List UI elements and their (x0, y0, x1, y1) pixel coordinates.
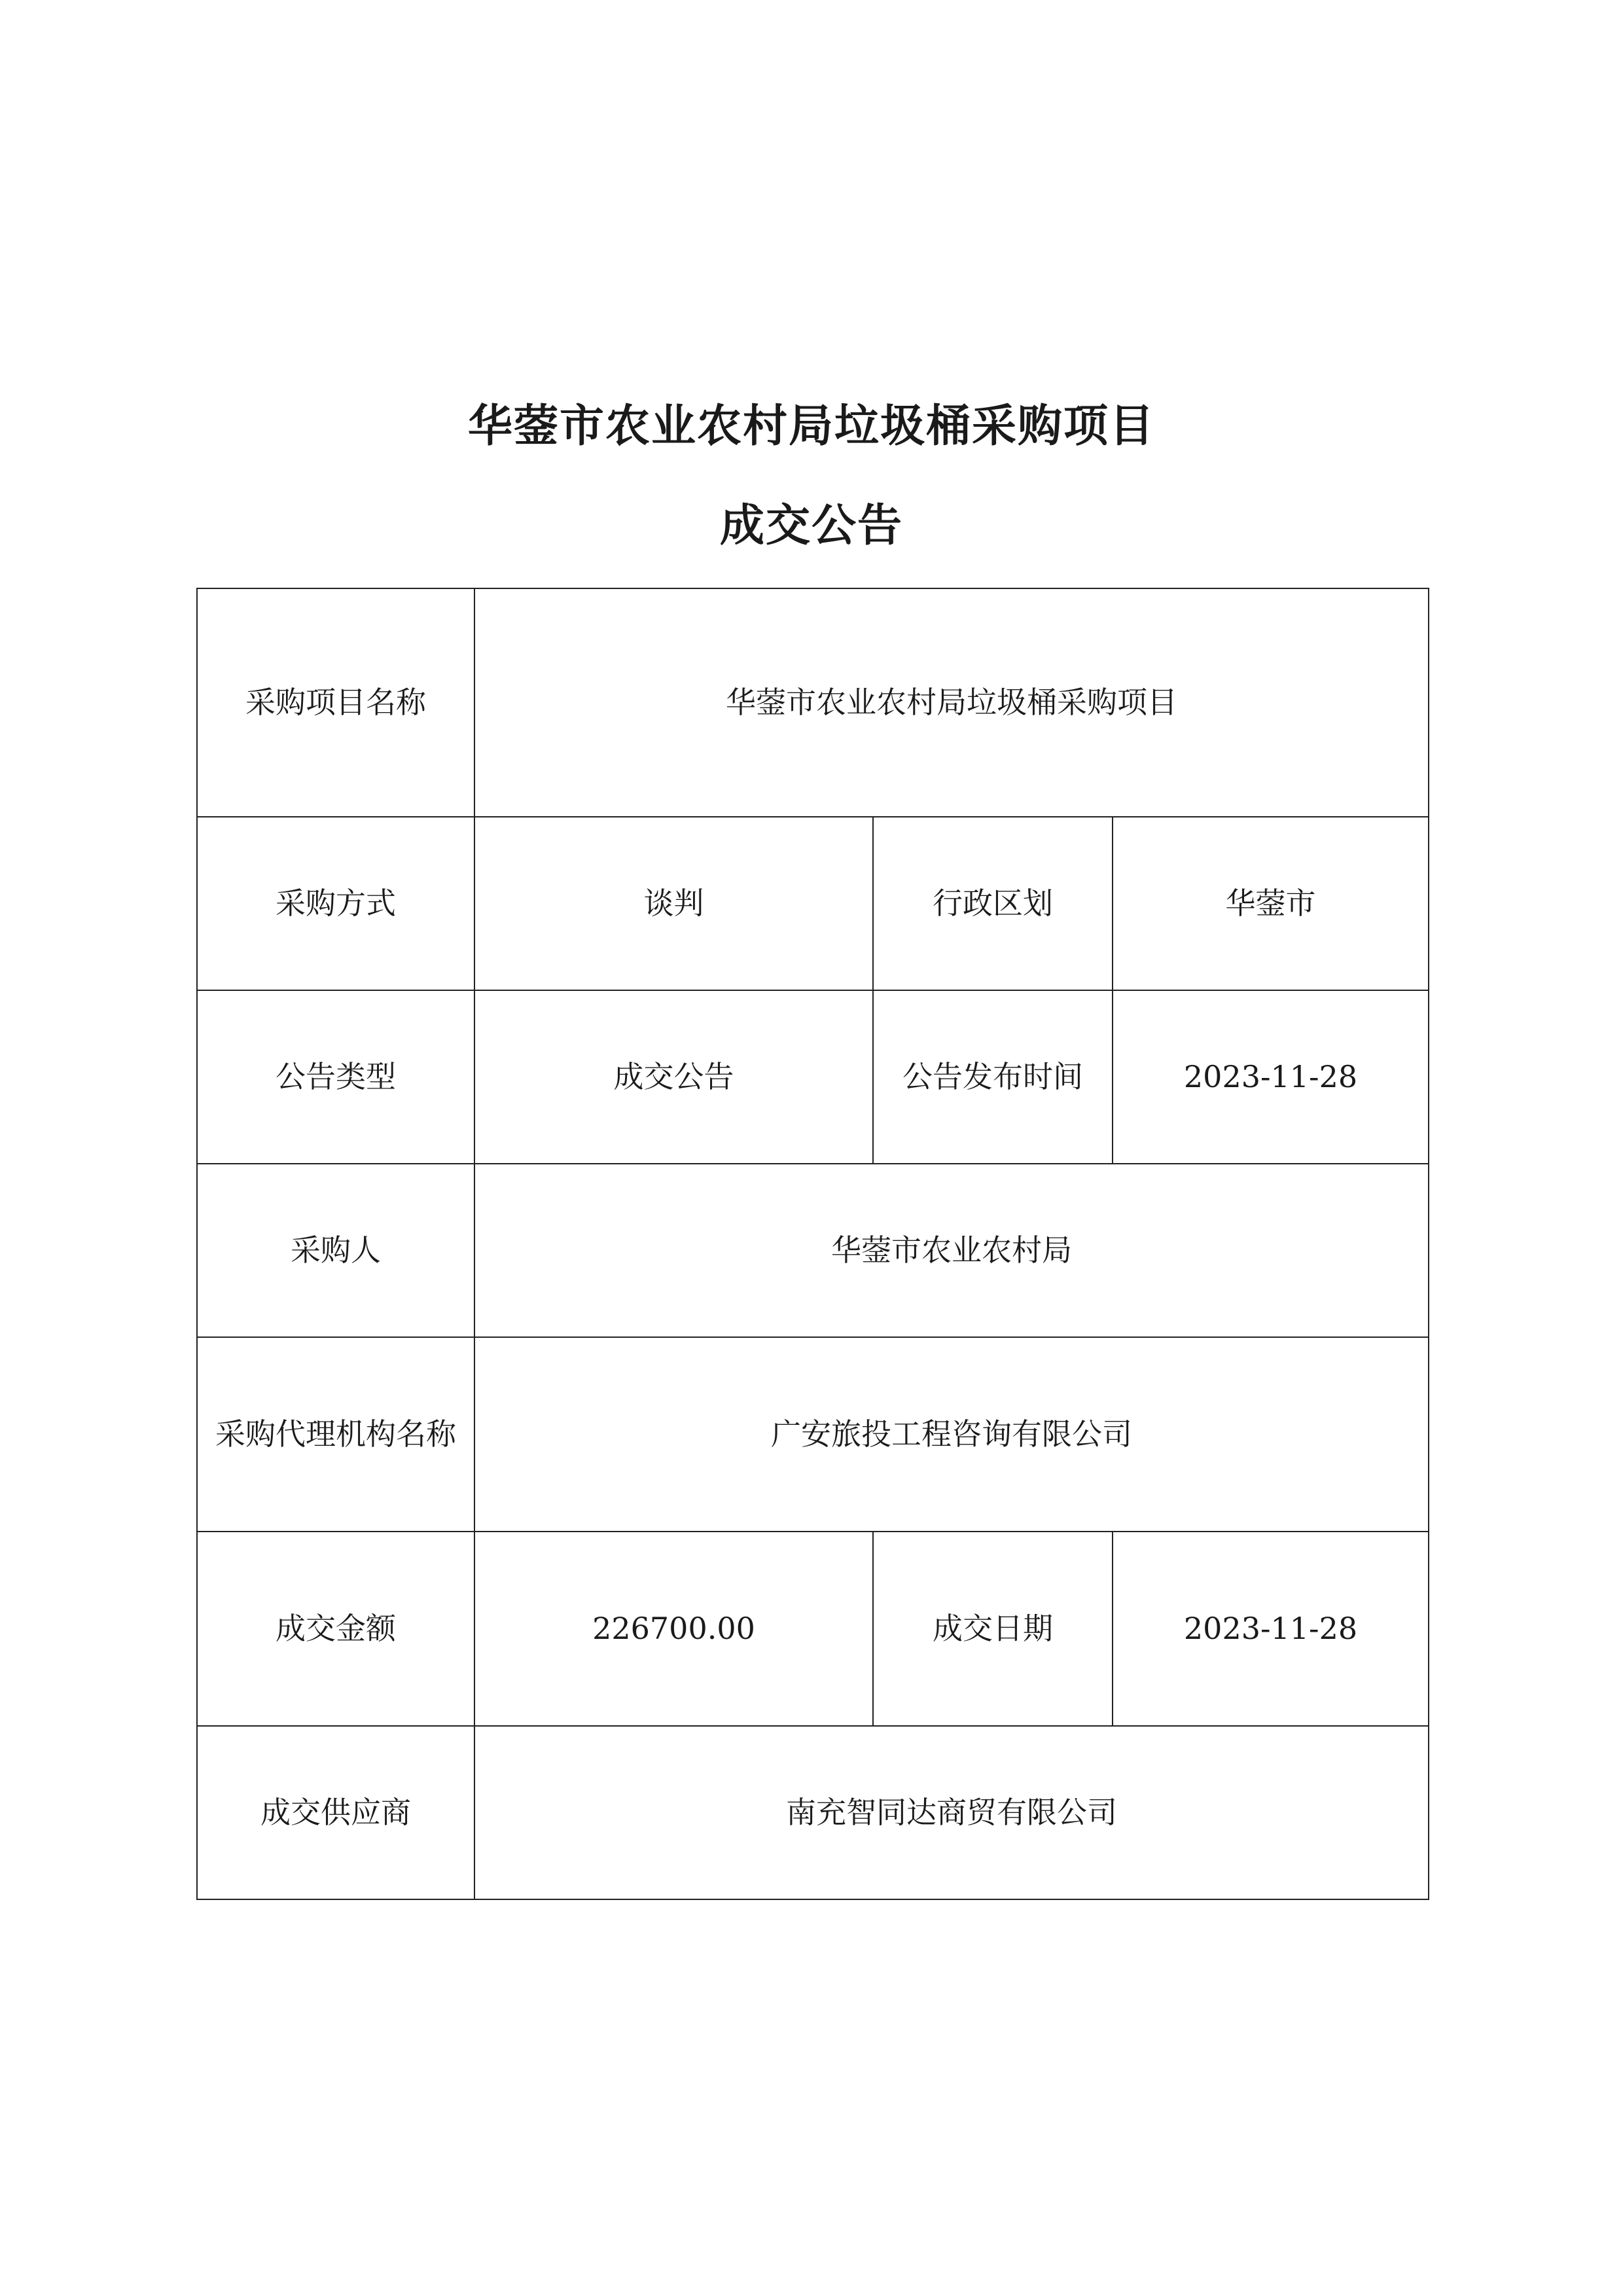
agency-value: 广安旅投工程咨询有限公司 (474, 1337, 1429, 1532)
purchaser-label: 采购人 (197, 1164, 474, 1337)
method-label: 采购方式 (197, 817, 474, 990)
publish-time-value: 2023-11-28 (1113, 990, 1429, 1164)
publish-time-label: 公告发布时间 (873, 990, 1113, 1164)
amount-label: 成交金额 (197, 1532, 474, 1726)
amount-value: 226700.00 (474, 1532, 873, 1726)
supplier-value: 南充智同达商贸有限公司 (474, 1726, 1429, 1899)
purchaser-value: 华蓥市农业农村局 (474, 1164, 1429, 1337)
notice-type-value: 成交公告 (474, 990, 873, 1164)
deal-date-label: 成交日期 (873, 1532, 1113, 1726)
table-row (197, 1532, 1429, 1726)
table-row (197, 990, 1429, 1164)
supplier-label: 成交供应商 (197, 1726, 474, 1899)
table-row (197, 817, 1429, 990)
method-value: 谈判 (474, 817, 873, 990)
notice-type-label: 公告类型 (197, 990, 474, 1164)
notice-table (196, 588, 1429, 1900)
region-value: 华蓥市 (1113, 817, 1429, 990)
agency-label: 采购代理机构名称 (197, 1337, 474, 1532)
document-title: 华蓥市农业农村局垃圾桶采购项目 (467, 401, 1155, 452)
table-row (197, 588, 1429, 817)
table-row (197, 1726, 1429, 1899)
project-name-label: 采购项目名称 (197, 588, 474, 817)
deal-date-value: 2023-11-28 (1113, 1532, 1429, 1726)
table-row (197, 1337, 1429, 1532)
document-subtitle: 成交公告 (719, 500, 903, 552)
table-row (197, 1164, 1429, 1337)
project-name-value: 华蓥市农业农村局垃圾桶采购项目 (474, 588, 1429, 817)
region-label: 行政区划 (873, 817, 1113, 990)
